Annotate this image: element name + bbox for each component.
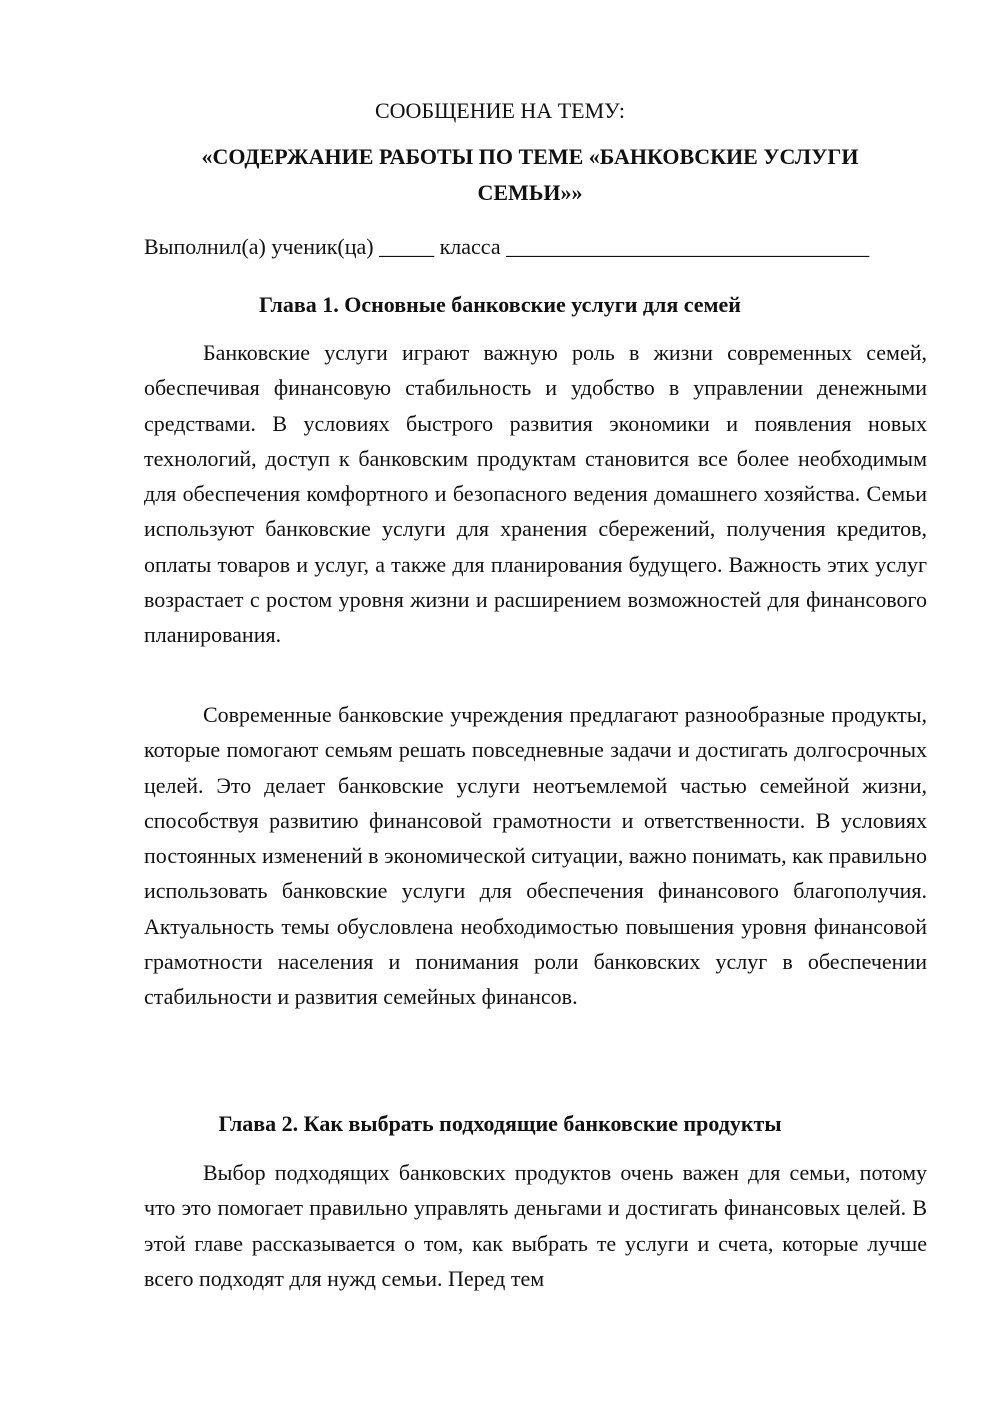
- chapter-2-title: Глава 2. Как выбрать подходящие банковские продукты: [218, 1111, 782, 1136]
- chapter-1-title: Глава 1. Основные банковские услуги для семей: [259, 292, 741, 317]
- chapter-1-paragraph-1: Банковские услуги играют важную роль в жизни современных семей, обеспечивая финансовую стабильность и удобство в управлении денежными средствами. В условиях быстрого развития экономики и появления новых технологий, доступ к банковским продуктам становится все более необходимым для обеспечения комфортного и безопасного ведения домашнего хозяйства. Семьи используют банковские услуги для хранения сбережений, получения кредитов, оплаты товаров и услуг, а также для планирования будущего. Важность этих услуг возрастает с ростом уровня жизни и расширением возможностей для финансового планирования.: [144, 340, 927, 648]
- document-heading: СООБЩЕНИЕ НА ТЕМУ:: [375, 98, 625, 123]
- author-line: Выполнил(а) ученик(ца) _____ класса _________________________________: [144, 234, 870, 259]
- chapter-1-paragraph-2: Современные банковские учреждения предлагают разнообразные продукты, которые помогают семьям решать повседневные задачи и достигать долгосрочных целей. Это делает банковские услуги неотъемлемой частью семейной жизни, способствуя развитию финансовой грамотности и ответственности. В условиях постоянных изменений в экономической ситуации, важно понимать, как правильно использовать банковские услуги для обеспечения финансового благополучия. Актуальность темы обусловлена необходимостью повышения уровня финансовой грамотности населения и понимания роли банковских услуг в обеспечении стабильности и развития семейных финансов.: [144, 702, 927, 1010]
- chapter-2-paragraph-1: Выбор подходящих банковских продуктов очень важен для семьи, потому что это помогает правильно управлять деньгами и достигать финансовых целей. В этой главе рассказывается о том, как выбрать те услуги и счета, которые лучше всего подходят для нужд семьи. Перед тем: [144, 1160, 927, 1291]
- document-title: «СОДЕРЖАНИЕ РАБОТЫ ПО ТЕМЕ «БАНКОВСКИЕ УСЛУГИ СЕМЬИ»»: [201, 144, 859, 205]
